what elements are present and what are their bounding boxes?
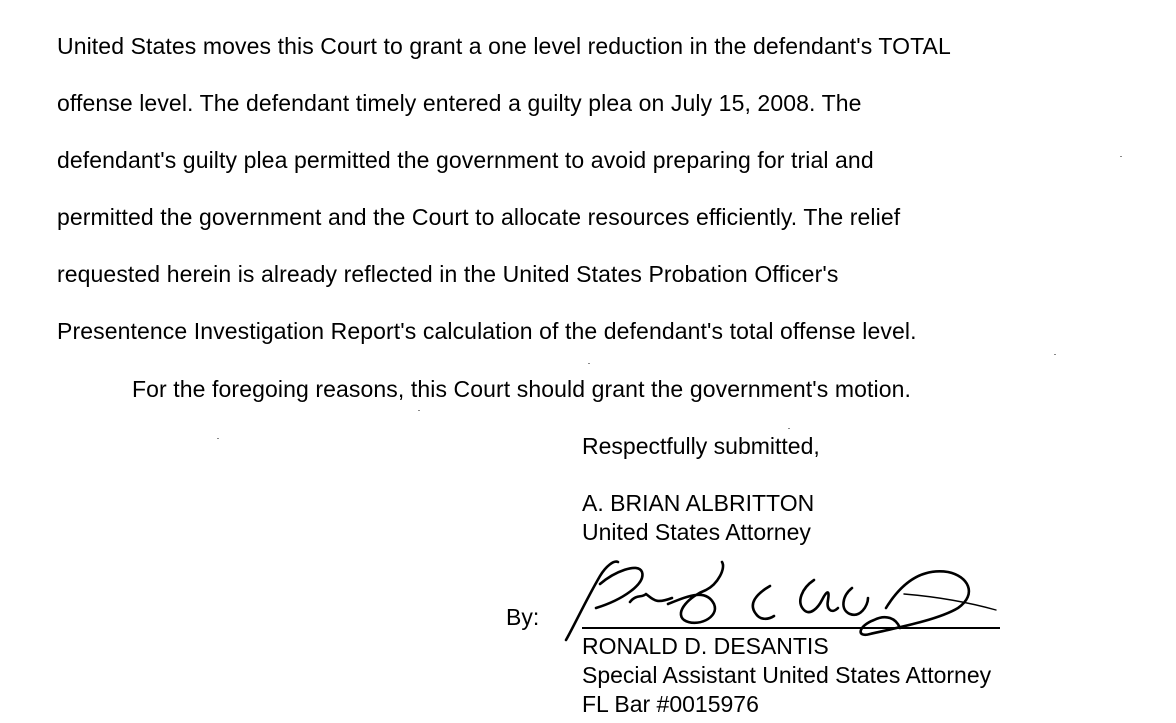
paragraph-line-3: defendant's guilty plea permitted the government to avoid preparing for trial and [57, 147, 874, 173]
attorney-name: A. BRIAN ALBRITTON [582, 490, 815, 516]
scan-speck [1054, 354, 1056, 355]
bar-number: FL Bar #0015976 [582, 691, 759, 717]
closing-text: Respectfully submitted, [582, 433, 820, 459]
paragraph-line-2: offense level. The defendant timely entered a guilty plea on July 15, 2008. The [57, 90, 862, 116]
conclusion-line: For the foregoing reasons, this Court should grant the government's motion. [132, 376, 911, 402]
paragraph-line-4: permitted the government and the Court to allocate resources efficiently. The relief [57, 204, 901, 230]
attorney-title: United States Attorney [582, 519, 811, 545]
paragraph-line-6: Presentence Investigation Report's calculation of the defendant's total offense level. [57, 318, 917, 344]
signer-title: Special Assistant United States Attorney [582, 662, 992, 688]
previous-line-fragment [0, 0, 1176, 6]
scan-speck [418, 410, 420, 411]
scan-speck [1120, 156, 1122, 157]
scan-speck [588, 363, 590, 364]
paragraph-line-1: United States moves this Court to grant a one level reduction in the defendant's TOTAL [57, 33, 951, 59]
text-fragment-mark [348, 0, 354, 6]
scan-speck [217, 438, 219, 439]
by-label: By: [506, 604, 540, 630]
paragraph-line-5: requested herein is already reflected in the United States Probation Officer's [57, 261, 839, 287]
signer-name: RONALD D. DESANTIS [582, 633, 829, 659]
signature-line [582, 627, 1000, 629]
scan-speck [788, 428, 790, 429]
text-fragment-mark [828, 0, 834, 6]
